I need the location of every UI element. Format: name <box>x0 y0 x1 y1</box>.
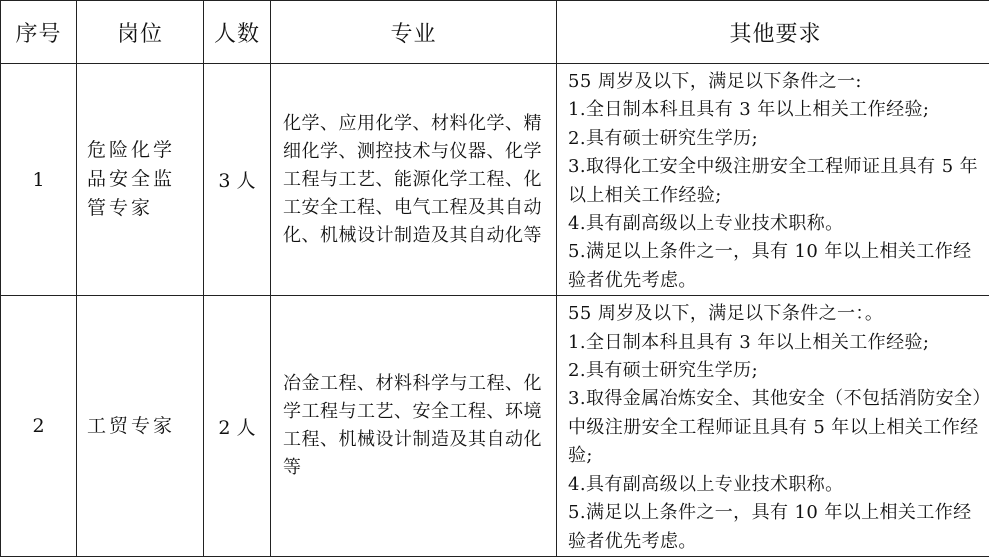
table-row <box>1 296 989 557</box>
requirement-line: 2.具有硕士研究生学历; <box>568 357 988 385</box>
table-row <box>1 64 989 296</box>
row-no: 2 <box>1 296 77 557</box>
row-position-cell <box>77 64 204 296</box>
requirement-line: 1.全日制本科且具有 3 年以上相关工作经验; <box>568 329 988 357</box>
requirement-line: 55 周岁及以下，满足以下条件之一：。 <box>568 300 988 328</box>
requirement-line: 3.取得化工安全中级注册安全工程师证且具有 5 年以上相关工作经验; <box>568 153 988 210</box>
row-major-cell <box>271 296 557 557</box>
row-major-cell <box>271 64 557 296</box>
requirement-line: 5.满足以上条件之一，具有 10 年以上相关工作经验者优先考虑。 <box>568 499 988 556</box>
requirement-line: 2.具有硕士研究生学历; <box>568 125 988 153</box>
row-count: 3 人 <box>204 64 271 296</box>
row-major: 冶金工程、材料科学与工程、化学工程与工艺、安全工程、环境工程、机械设计制造及其自动化等 <box>271 370 556 482</box>
row-position: 危险化学品安全监管专家 <box>77 136 203 223</box>
header-no: 序号 <box>1 1 77 64</box>
row-no: 1 <box>1 64 77 296</box>
requirements-list <box>557 296 989 556</box>
requirements-list <box>557 64 989 295</box>
requirement-line: 55 周岁及以下，满足以下条件之一: <box>568 68 988 96</box>
requirement-line: 5.满足以上条件之一，具有 10 年以上相关工作经验者优先考虑。 <box>568 238 988 295</box>
table-header <box>1 1 989 64</box>
row-count: 2 人 <box>204 296 271 557</box>
requirement-line: 3.取得金属冶炼安全、其他安全（不包括消防安全）中级注册安全工程师证且具有 5 年以上相关工作经验; <box>568 385 988 470</box>
header-row <box>1 1 989 64</box>
row-position: 工贸专家 <box>77 412 203 441</box>
table-body <box>1 64 989 557</box>
requirement-line: 1.全日制本科且具有 3 年以上相关工作经验; <box>568 96 988 124</box>
row-position-cell <box>77 296 204 557</box>
requirement-line: 4.具有副高级以上专业技术职称。 <box>568 471 988 499</box>
header-requirements: 其他要求 <box>557 1 989 64</box>
row-requirements-cell <box>557 64 989 296</box>
header-major: 专业 <box>271 1 557 64</box>
row-major: 化学、应用化学、材料化学、精细化学、测控技术与仪器、化学工程与工艺、能源化学工程、化工安全工程、电气工程及其自动化、机械设计制造及其自动化等 <box>271 110 556 250</box>
requirement-line: 4.具有副高级以上专业技术职称。 <box>568 210 988 238</box>
header-position: 岗位 <box>77 1 204 64</box>
row-requirements-cell <box>557 296 989 557</box>
header-count: 人数 <box>204 1 271 64</box>
